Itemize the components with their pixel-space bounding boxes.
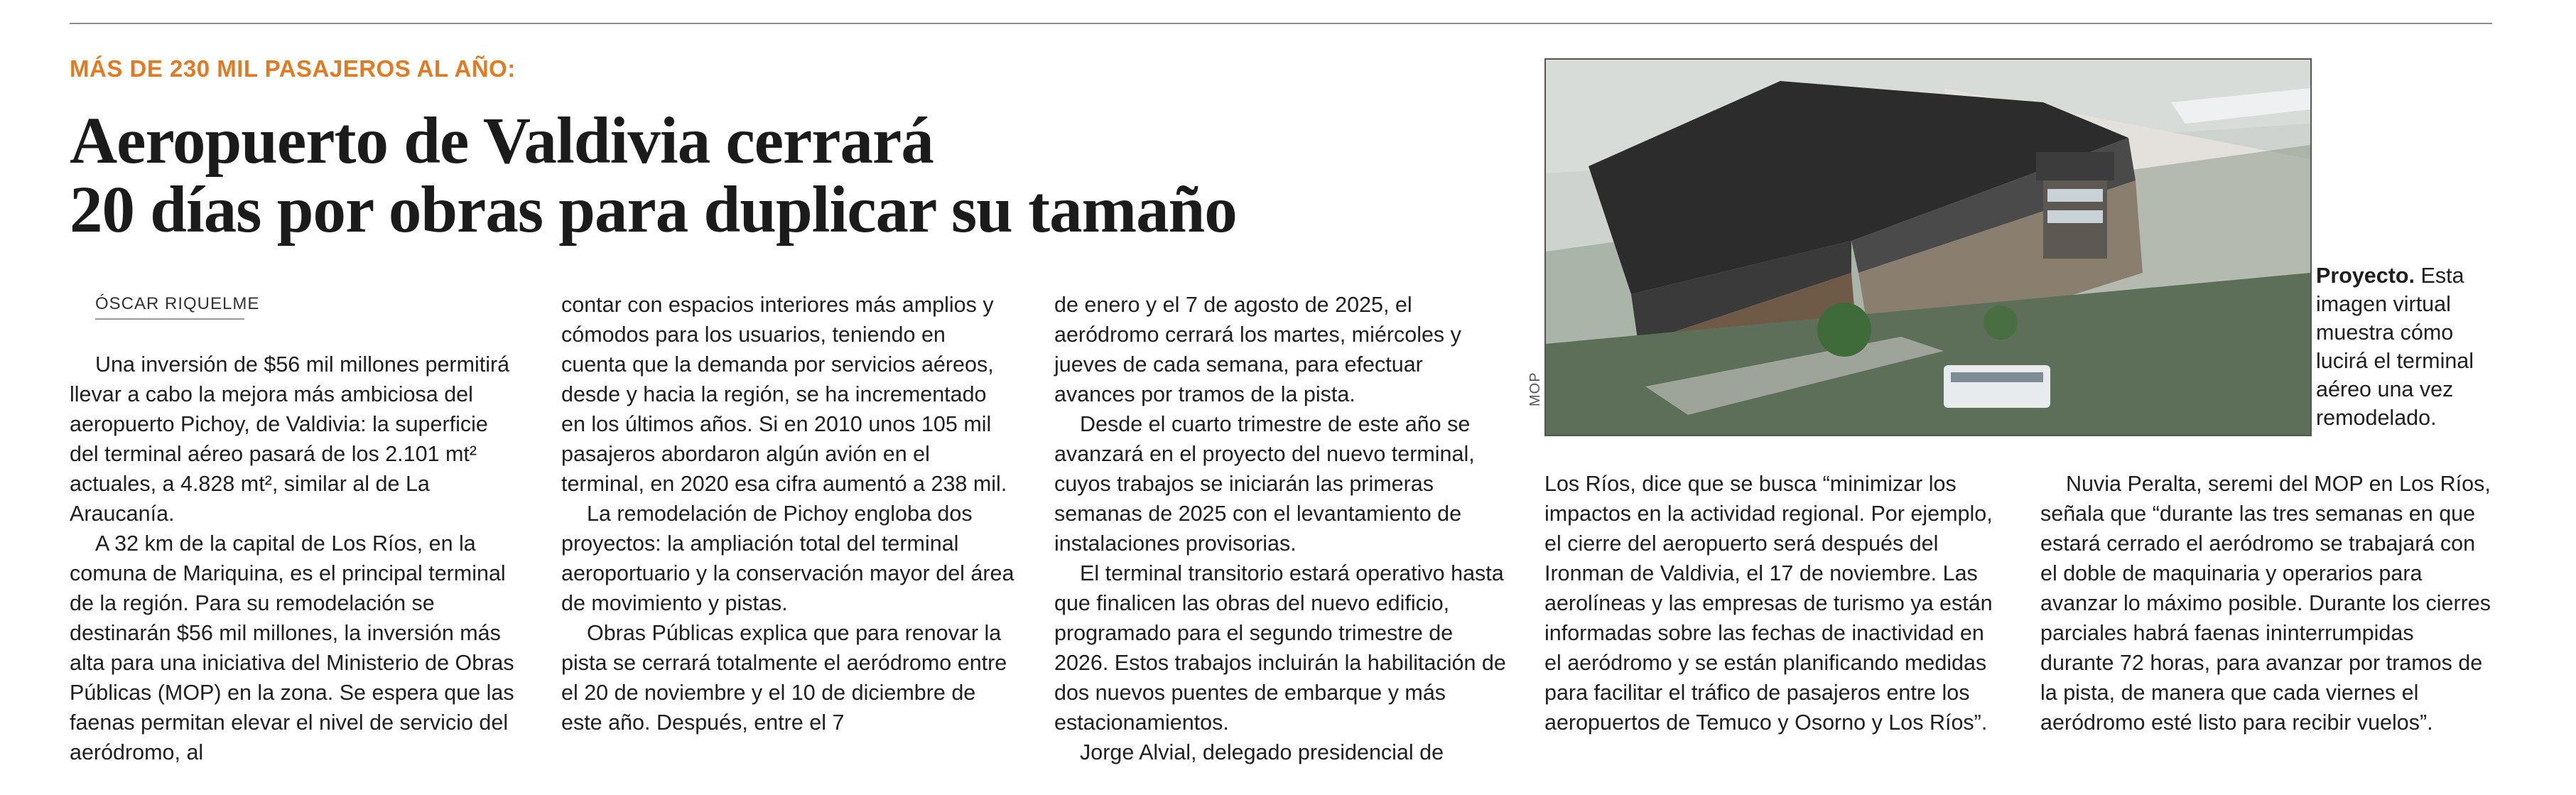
column-5 — [2040, 469, 2492, 737]
paragraph: Desde el cuarto trimestre de este año se avanzará en el proyecto del nuevo terminal, cuyos trabajos se iniciarán las primeras semanas de 2025 con el levantamiento de instalaciones provisorias. — [1054, 412, 1475, 556]
caption-text: Esta imagen virtual muestra cómo lucirá el terminal aéreo una vez remodelado. — [2316, 264, 2474, 430]
paragraph: Una inversión de $56 mil millones permitirá llevar a cabo la mejora más ambiciosa del aeropuerto Pichoy, de Valdivia: la superficie del terminal aéreo pasará de los 2.101 mt² actuales, a 4.828 mt², similar al de La Araucanía. — [70, 352, 510, 526]
paragraph: Obras Públicas explica que para renovar la pista se cerrará totalmente el aeródromo entre el 20 de noviembre y el 10 de diciembre de este año. Después, entre el 7 — [561, 621, 1007, 735]
airport-illustration — [1546, 60, 2310, 435]
column-3 — [1054, 290, 1509, 767]
paragraph: de enero y el 7 de agosto de 2025, el aeródromo cerrará los martes, miércoles y jueves de cada semana, para efectuar avances por tramos de la pista. — [1054, 293, 1461, 406]
photo-credit: MOP — [1527, 372, 1543, 406]
top-rule — [70, 23, 2492, 24]
terminal-render-photo — [1544, 58, 2312, 436]
column-4 — [1544, 469, 2006, 737]
paragraph: Nuvia Peralta, seremi del MOP en Los Ríos, señala que “durante las tres semanas en que estará cerrado el aeródromo se trabajará con el doble de maquinaria y operarios para avanzar lo máximo posible. Durante los cierres parciales habrá faenas ininterrumpidas durante 72 horas, para avanzar por tramos de la pista, de manera que cada viernes el aeródromo esté listo para recibir vuelos”. — [2040, 472, 2491, 735]
byline-rule — [95, 318, 244, 320]
column-2 — [561, 290, 1016, 737]
caption-lead: Proyecto. — [2316, 264, 2415, 288]
paragraph: Jorge Alvial, delegado presidencial de — [1080, 740, 1444, 764]
paragraph: A 32 km de la capital de Los Ríos, en la comuna de Mariquina, es el principal terminal de la región. Para su remodelación se destinarán $56 mil millones, la inversión más alta para una iniciativa del Ministerio de Obras Públicas (MOP) en la zona. Se espera que las faenas permitan elevar el nivel de servicio del aeródromo, al — [70, 531, 514, 764]
paragraph: Los Ríos, dice que se busca “minimizar los impactos en la actividad regional. Por ejemplo, el cierre del aeropuerto será después del Ironman de Valdivia, el 17 de noviembre. Las aerolíneas y las empresas de turismo ya están informadas sobre las fechas de inactividad en el aeródromo y se están planificando medidas para facilitar el tráfico de pasajeros entre los aeropuertos de Temuco y Osorno y Los Ríos”. — [1544, 472, 1993, 735]
headline-line-2: 20 días por obras para duplicar su tamaño — [70, 173, 1237, 247]
headline-line-1: Aeropuerto de Valdivia cerrará — [70, 104, 933, 178]
photo-caption — [2316, 261, 2494, 432]
byline: ÓSCAR RIQUELME — [95, 294, 260, 313]
paragraph: El terminal transitorio estará operativo hasta que finalicen las obras del nuevo edificio, programado para el segundo trimestre de 2026. Estos trabajos incluirán la habilitación de dos nuevos puentes de embarque y más estacionamientos. — [1054, 561, 1506, 735]
paragraph: contar con espacios interiores más amplios y cómodos para los usuarios, teniendo en cuenta que la demanda por servicios aéreos, desde y hacia la región, se ha incrementado en los últimos años. Si en 2010 unos 105 mil pasajeros abordaron algún avión en el terminal, en 2020 esa cifra aumentó a 238 mil. — [561, 293, 1007, 496]
headline — [70, 104, 1419, 247]
paragraph: La remodelación de Pichoy engloba dos proyectos: la ampliación total del terminal aeroportuario y la conservación mayor del área de movimiento y pistas. — [561, 502, 1014, 615]
column-1 — [70, 350, 516, 767]
kicker: MÁS DE 230 MIL PASAJEROS AL AÑO: — [70, 55, 516, 82]
